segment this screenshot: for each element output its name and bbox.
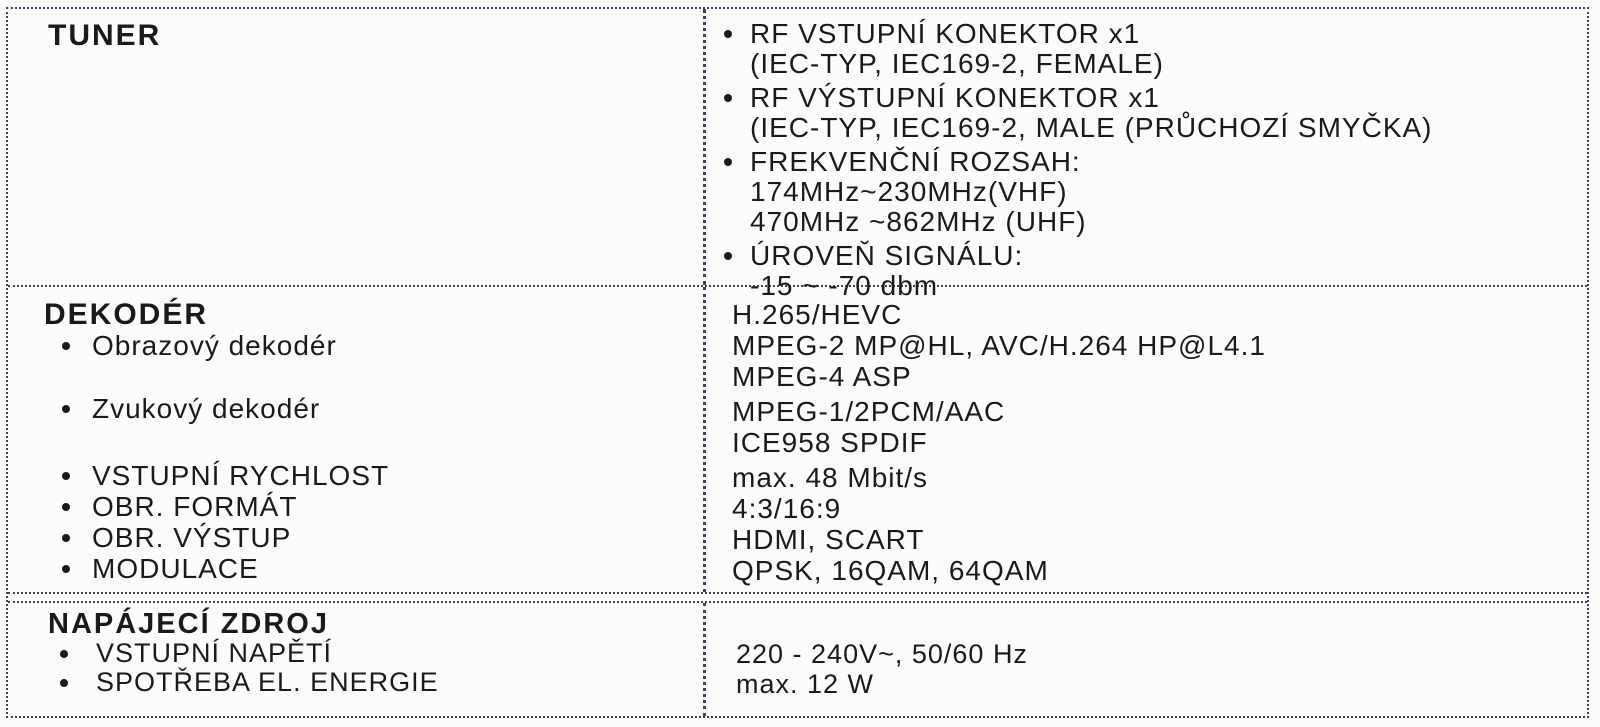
row-separator-band	[8, 594, 1587, 601]
power-label-cell	[8, 603, 703, 716]
spec-line: RF VÝSTUPNÍ KONEKTOR x1	[722, 83, 1587, 113]
spec-line: MPEG-1/2PCM/AAC	[732, 396, 1006, 427]
spec-line: 174MHz~230MHz(VHF)	[750, 176, 1068, 207]
spec-line: RF VSTUPNÍ KONEKTOR x1	[722, 19, 1587, 49]
dekoder-label-cell	[8, 287, 703, 592]
spec-row-power	[8, 601, 1587, 716]
section-title-tuner: TUNER	[48, 19, 162, 52]
spec-line: (IEC-TYP, IEC169-2, MALE (PRŮCHOZÍ SMYČKA)	[750, 112, 1433, 143]
spec-line: H.265/HEVC	[732, 299, 903, 330]
tuner-label-cell	[8, 9, 703, 285]
spec-label: Obrazový dekodér	[44, 330, 703, 361]
spec-row-dekoder	[8, 285, 1587, 594]
spec-line: 470MHz ~862MHz (UHF)	[750, 206, 1087, 237]
spec-row-tuner	[8, 9, 1587, 301]
power-values-cell	[703, 603, 1587, 716]
section-title-dekoder: DEKODÉR	[44, 298, 209, 331]
spec-label: SPOTŘEBA EL. ENERGIE	[48, 668, 703, 697]
spec-line: ICE958 SPDIF	[732, 427, 928, 458]
spec-line: MPEG-4 ASP	[732, 361, 912, 392]
spec-line: max. 12 W	[736, 669, 875, 699]
spec-line: -15 ~ -70 dbm	[750, 270, 939, 301]
specifications-table	[6, 7, 1589, 718]
spec-line: 220 - 240V~, 50/60 Hz	[736, 639, 1028, 669]
spec-line: HDMI, SCART	[732, 524, 925, 555]
section-title-power: NAPÁJECÍ ZDROJ	[48, 608, 329, 640]
spec-line: FREKVENČNÍ ROZSAH:	[722, 147, 1587, 177]
spec-label: MODULACE	[44, 553, 703, 584]
spec-line: ÚROVEŇ SIGNÁLU:	[722, 241, 1587, 271]
spec-line: MPEG-2 MP@HL, AVC/H.264 HP@L4.1	[732, 330, 1266, 361]
spec-line: max. 48 Mbit/s	[732, 462, 929, 493]
spec-line: (IEC-TYP, IEC169-2, FEMALE)	[750, 48, 1164, 79]
spec-label: VSTUPNÍ NAPĚTÍ	[48, 639, 703, 668]
spec-label: OBR. VÝSTUP	[44, 522, 703, 553]
spec-label: OBR. FORMÁT	[44, 491, 703, 522]
spec-line: 4:3/16:9	[732, 493, 842, 524]
spec-line: QPSK, 16QAM, 64QAM	[732, 555, 1049, 586]
dekoder-values-cell	[703, 287, 1587, 592]
spec-label: Zvukový dekodér	[44, 393, 703, 424]
spec-label: VSTUPNÍ RYCHLOST	[44, 460, 703, 491]
tuner-values-cell	[703, 9, 1587, 301]
